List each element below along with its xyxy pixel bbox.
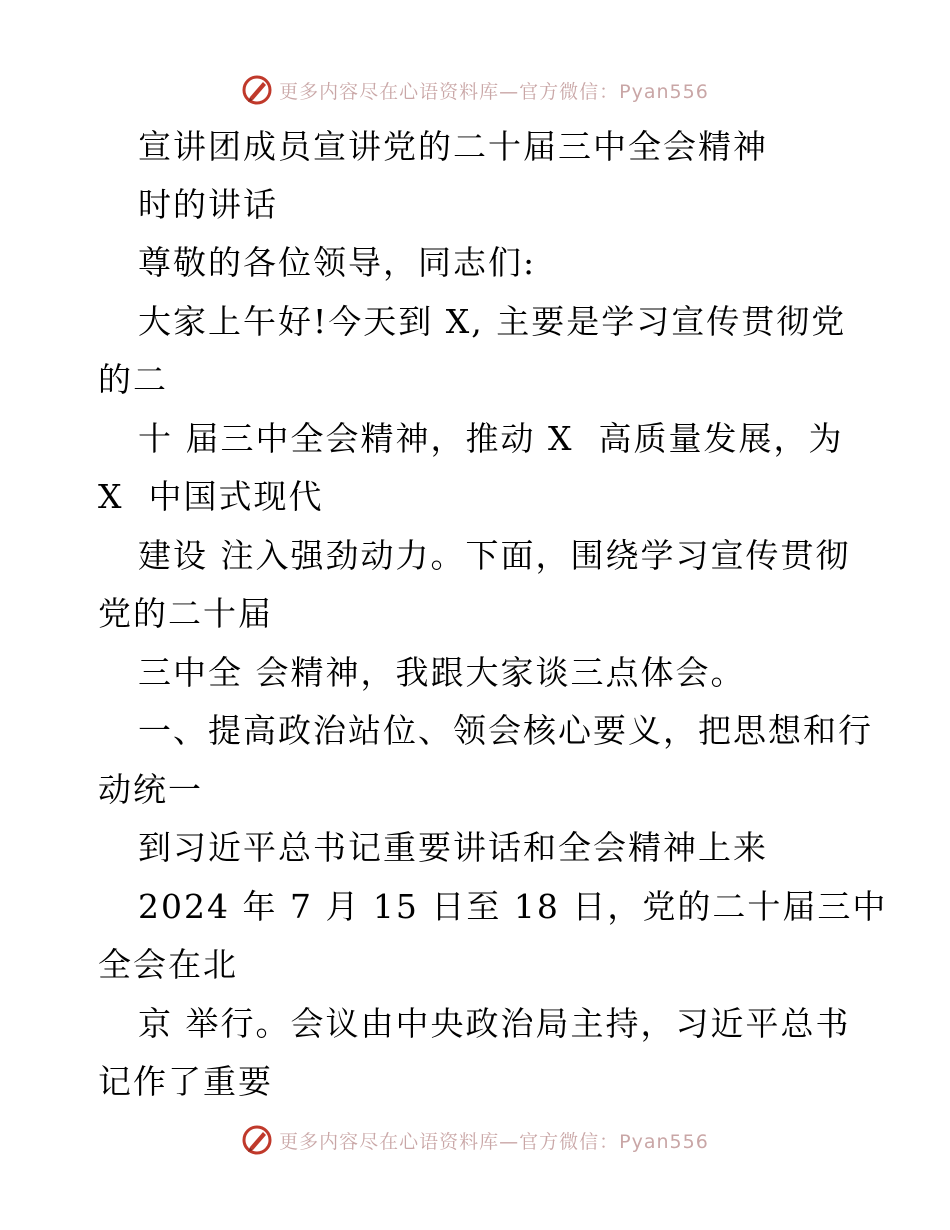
doc-paragraph-line: 2024 年 7 月 15 日至 18 日，党的二十届三中 <box>138 887 888 926</box>
doc-section-heading: 动统一 <box>98 770 203 809</box>
doc-section-heading: 一、提高政治站位、领会核心要义，把思想和行 <box>138 711 873 750</box>
doc-paragraph-line: 十 届三中全会精神，推动 X 高质量发展，为 <box>138 419 844 458</box>
doc-title-line-2: 时的讲话 <box>138 185 278 224</box>
header-watermark <box>0 70 950 110</box>
pen-logo-icon <box>241 74 273 106</box>
doc-paragraph-line: 的二 <box>98 360 168 399</box>
doc-paragraph-line: X 中国式现代 <box>98 477 324 516</box>
doc-paragraph-line: 建设 注入强劲动力。下面，围绕学习宣传贯彻 <box>138 536 851 575</box>
doc-paragraph-line: 京 举行。会议由中央政治局主持，习近平总书 <box>138 1004 851 1043</box>
doc-paragraph-line: 大家上午好!今天到 X, 主要是学习宣传贯彻党 <box>138 302 847 341</box>
doc-title-line-1: 宣讲团成员宣讲党的二十届三中全会精神 <box>138 127 768 166</box>
footer-watermark <box>0 1120 950 1160</box>
pen-logo-icon <box>241 1124 273 1156</box>
doc-section-heading: 到习近平总书记重要讲话和全会精神上来 <box>138 828 768 867</box>
doc-salutation: 尊敬的各位领导，同志们: <box>138 243 537 282</box>
watermark-text: 更多内容尽在心语资料库—官方微信：Pyan556 <box>279 80 709 103</box>
doc-paragraph-line: 党的二十届 <box>98 594 273 633</box>
doc-paragraph-line: 全会在北 <box>98 945 238 984</box>
doc-paragraph-line: 三中全 会精神，我跟大家谈三点体会。 <box>138 653 746 692</box>
watermark-text: 更多内容尽在心语资料库—官方微信：Pyan556 <box>279 1130 709 1153</box>
doc-paragraph-line: 记作了重要 <box>98 1062 273 1101</box>
